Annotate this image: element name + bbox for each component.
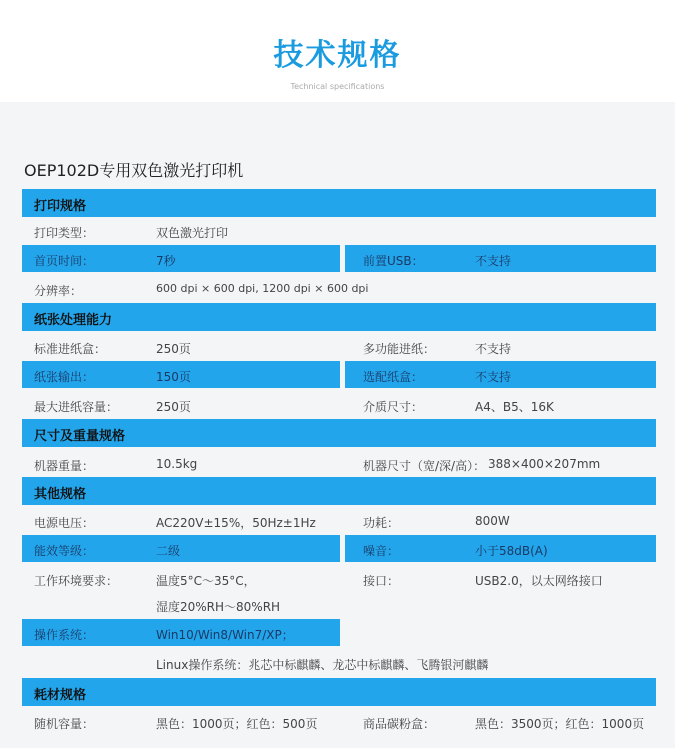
- page-subtitle: Technical specifications: [290, 82, 385, 91]
- voltage-label: 电源电压：: [34, 516, 95, 530]
- resolution-label: 分辨率：: [34, 284, 83, 298]
- max-input-value: 250页: [156, 400, 191, 414]
- bundled-label: 随机容量：: [34, 717, 95, 731]
- section-title: 打印规格: [34, 199, 87, 214]
- section-header-size: [22, 419, 656, 447]
- weight-label: 机器重量：: [34, 459, 95, 473]
- media-size-value: A4、B5、16K: [475, 400, 554, 414]
- product-title: OEP102D专用双色激光打印机: [24, 161, 244, 180]
- bundled-value: 黑色：1000页；红色：500页: [156, 717, 318, 731]
- hero-header: [0, 0, 675, 102]
- weight-value: 10.5kg: [156, 457, 198, 471]
- multi-feed-value: 不支持: [475, 342, 512, 356]
- first-page-label: 首页时间：: [34, 254, 95, 268]
- env-value-temperature: 温度5°C～35°C，: [156, 574, 256, 588]
- print-type-value: 双色激光打印: [156, 226, 229, 240]
- paper-out-label: 纸张输出：: [34, 370, 95, 384]
- section-header-other: [22, 477, 656, 505]
- section-header-paper: [22, 303, 656, 331]
- noise-value: 小于58dB(A): [475, 544, 548, 558]
- interface-value: USB2.0，以太网络接口: [475, 574, 603, 588]
- interface-label: 接口：: [363, 574, 400, 588]
- max-input-label: 最大进纸容量：: [34, 400, 119, 414]
- power-value: 800W: [475, 514, 510, 528]
- dimensions-label: 机器尺寸（宽/深/高）：: [363, 459, 486, 473]
- voltage-value: AC220V±15%，50Hz±1Hz: [156, 516, 316, 530]
- multi-feed-label: 多功能进纸：: [363, 342, 436, 356]
- section-title: 其他规格: [34, 487, 87, 502]
- energy-value: 二级: [156, 544, 181, 558]
- resolution-value: 600 dpi × 600 dpi, 1200 dpi × 600 dpi: [156, 282, 369, 295]
- toner-label: 商品碳粉盒：: [363, 717, 436, 731]
- section-title: 尺寸及重量规格: [34, 429, 126, 444]
- section-title: 耗材规格: [34, 688, 87, 703]
- front-usb-value: 不支持: [475, 254, 512, 268]
- os-value: Win10/Win8/Win7/XP；: [156, 628, 294, 642]
- env-value-humidity: 湿度20%RH～80%RH: [156, 600, 281, 614]
- os-label: 操作系统：: [34, 628, 95, 642]
- opt-tray-value: 不支持: [475, 370, 512, 384]
- toner-value: 黑色：3500页；红色：1000页: [475, 717, 645, 731]
- dimensions-value: 388×400×207mm: [488, 457, 601, 471]
- noise-label: 噪音：: [363, 544, 400, 558]
- opt-tray-label: 选配纸盒：: [363, 370, 424, 384]
- media-size-label: 介质尺寸：: [363, 400, 424, 414]
- std-tray-label: 标准进纸盒：: [34, 342, 107, 356]
- env-label: 工作环境要求：: [34, 574, 119, 588]
- front-usb-label: 前置USB：: [363, 254, 424, 268]
- power-label: 功耗：: [363, 516, 400, 530]
- page-title: 技术规格: [273, 38, 402, 73]
- paper-out-value: 150页: [156, 370, 191, 384]
- std-tray-value: 250页: [156, 342, 191, 356]
- first-page-value: 7秒: [156, 254, 176, 268]
- energy-label: 能效等级：: [34, 544, 95, 558]
- section-header-consumables: [22, 678, 656, 706]
- section-header-print: [22, 189, 656, 217]
- print-type-label: 打印类型：: [34, 226, 95, 240]
- section-title: 纸张处理能力: [34, 313, 113, 328]
- os-linux-value: Linux操作系统：兆芯中标麒麟、龙芯中标麒麟、飞腾银河麒麟: [156, 658, 489, 672]
